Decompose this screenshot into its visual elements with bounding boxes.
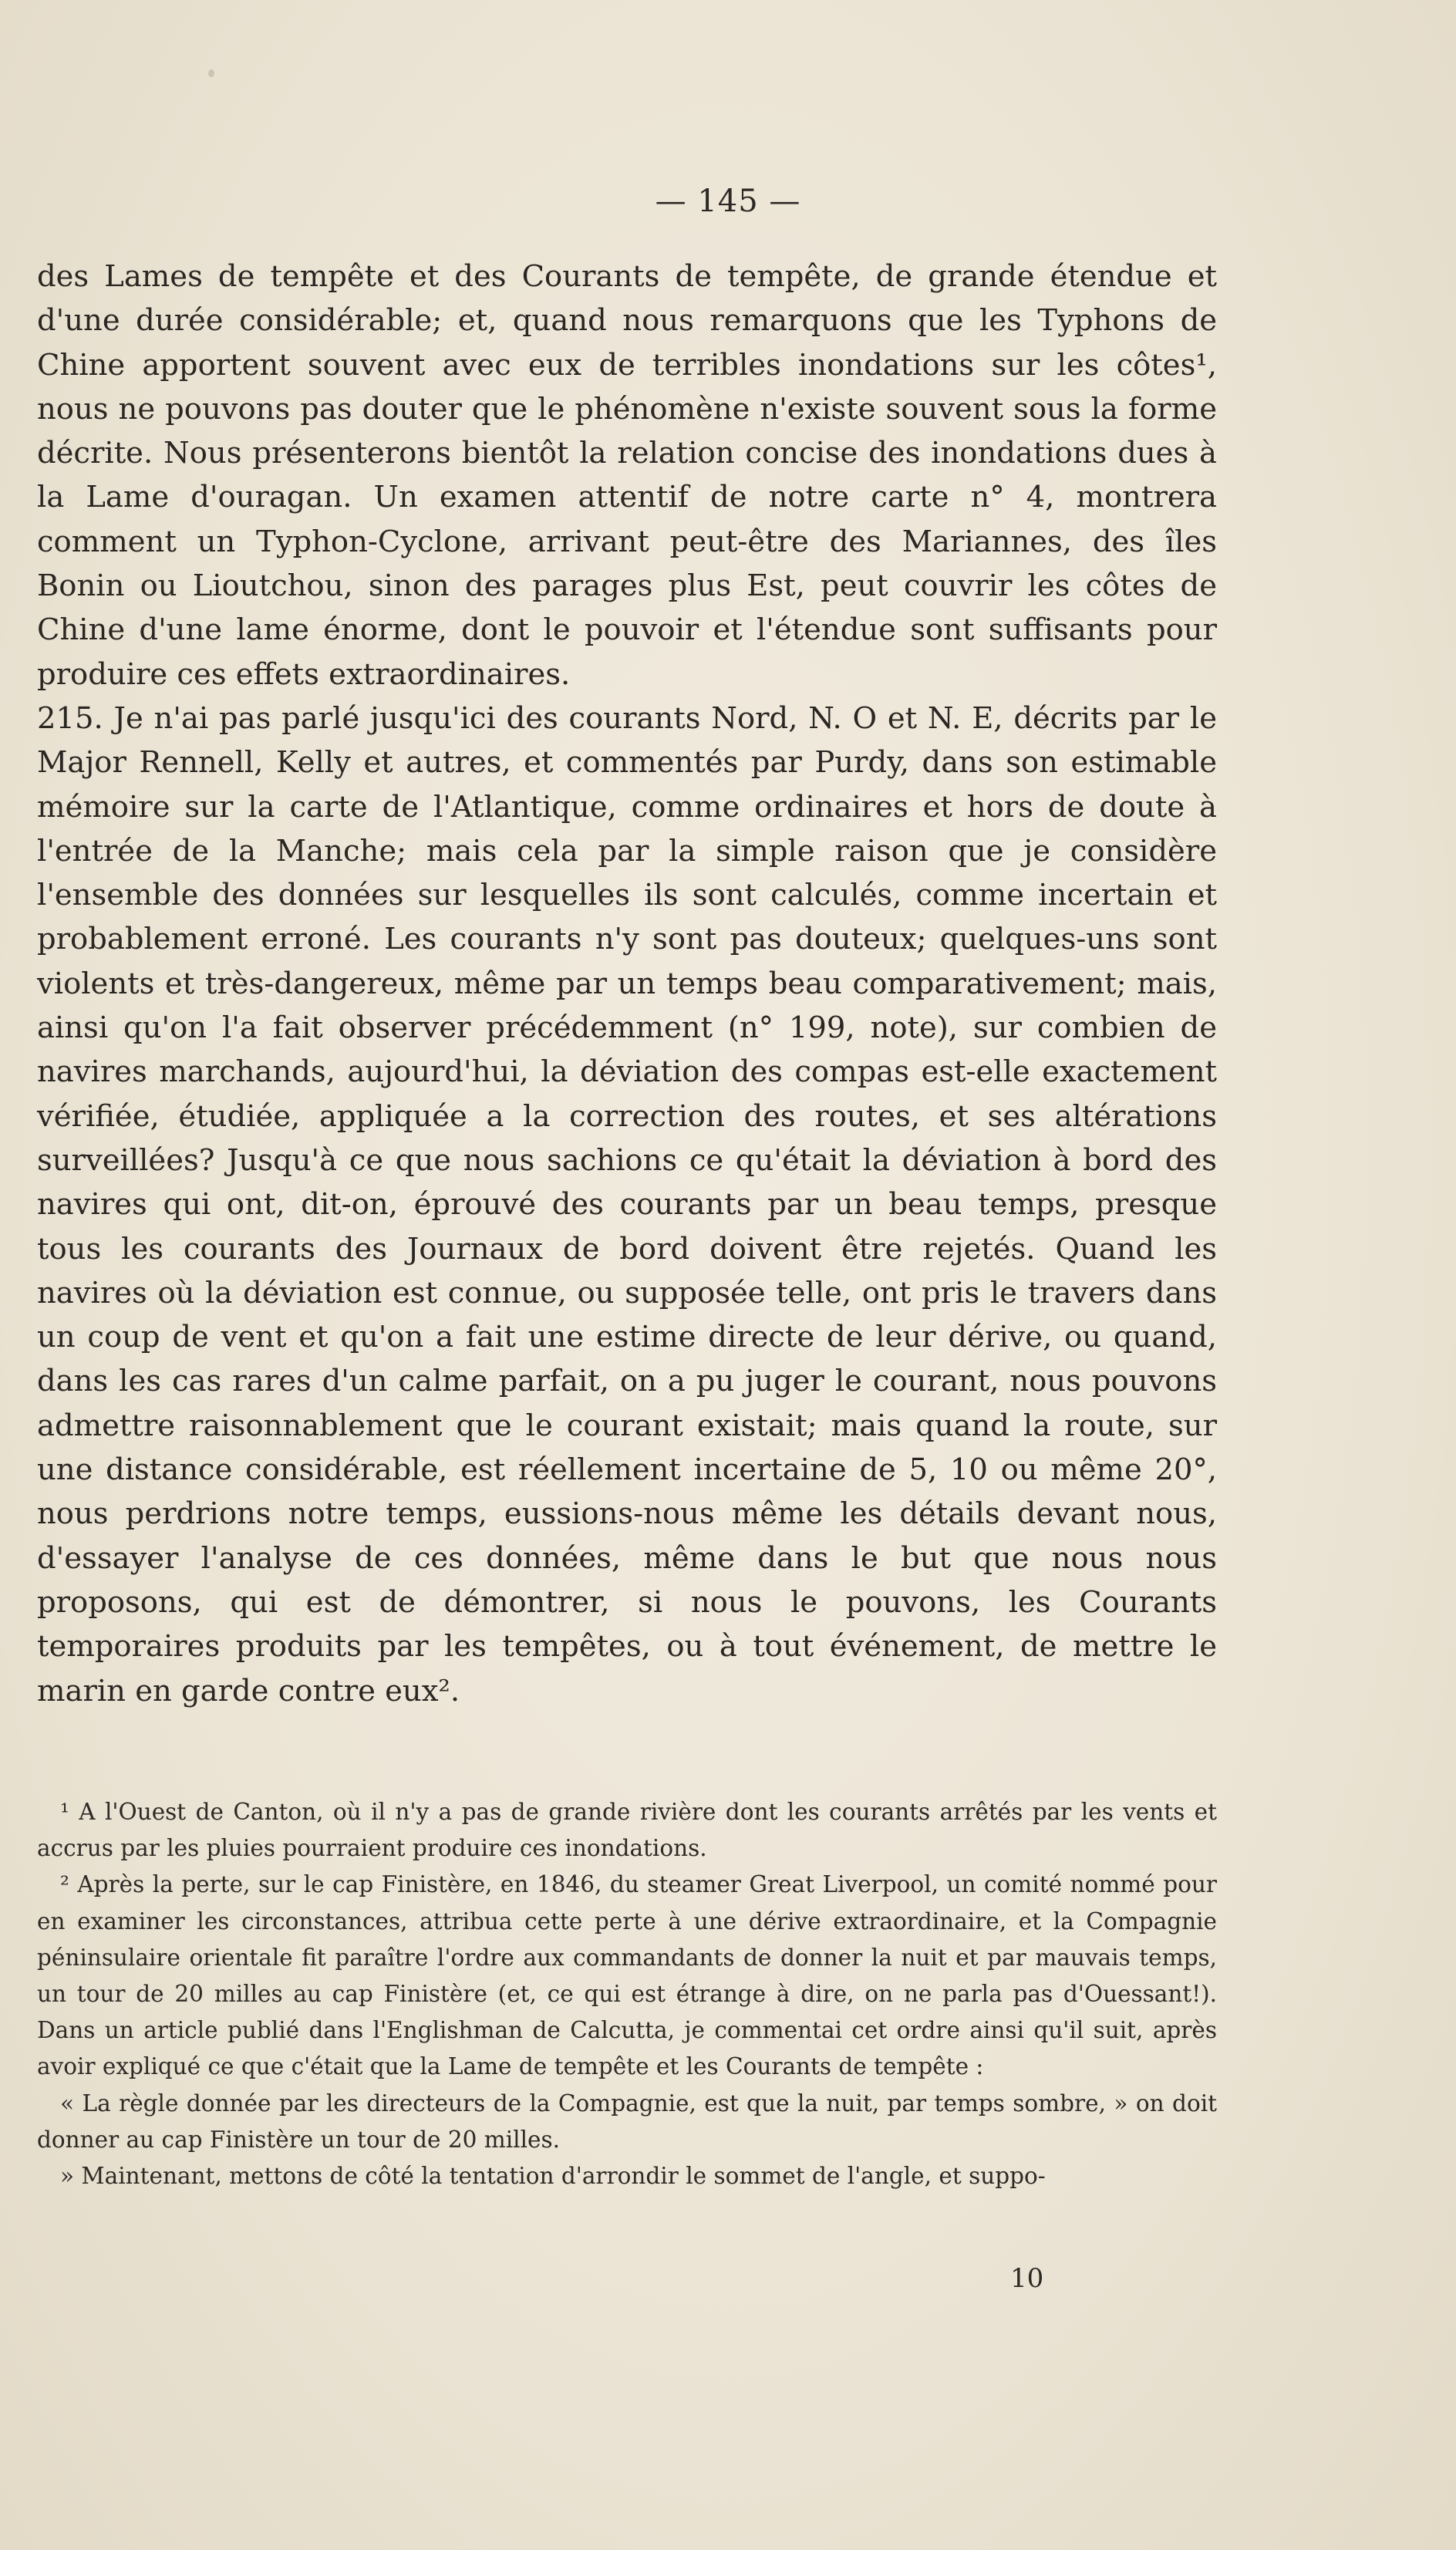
page-number-header: — 145 — <box>655 184 801 219</box>
footnote-2: ² Après la perte, sur le cap Finistère, en 1846, du steamer Great Liverpool, un comité nommé pour en examiner les circonstances, attribua cette perte à une dérive extraordinaire, et la Compagnie péninsulaire orientale fit paraître l'ordre aux commandants de donner la nuit et par mauvais temps, un tour de 20 milles au cap Finistère (et, ce qui est étrange à dire, on ne parla pas d'Ouessant!). Dans un article publié dans l'Englishman de Calcutta, je commentai cet ordre ainsi qu'il suit, après avoir expliqué ce que c'était que la Lame de tempête et les Courants de tempête : <box>37 1871 1217 2080</box>
main-text <box>37 255 1217 1713</box>
signature-mark: 10 <box>1010 2263 1044 2294</box>
footnotes <box>37 1794 1217 2194</box>
page-blemish <box>208 69 214 77</box>
footnote-2-quote-2: » Maintenant, mettons de côté la tentation d'arrondir le sommet de l'angle, et suppo- <box>60 2163 1046 2190</box>
footnote-1: ¹ A l'Ouest de Canton, où il n'y a pas de grande rivière dont les courants arrêtés par les vents et accrus par les pluies pourraient produire ces inondations. <box>37 1799 1217 1862</box>
footnote-2-quote-1: « La règle donnée par les directeurs de la Compagnie, est que la nuit, par temps sombre, » on doit donner au cap Finistère un tour de 20 milles. <box>37 2090 1217 2153</box>
paragraph-continuation: des Lames de tempête et des Courants de tempête, de grande étendue et d'une durée considérable; et, quand nous remarquons que les Typhons de Chine apportent souvent avec eux de terribles inondations sur les côtes¹, nous ne pouvons pas douter que le phénomène n'existe souvent sous la forme décrite. Nous présenterons bientôt la relation concise des inondations dues à la Lame d'ouragan. Un examen attentif de notre carte n° 4, montrera comment un Typhon-Cyclone, arrivant peut-être des Mariannes, des îles Bonin ou Lioutchou, sinon des parages plus Est, peut couvrir les côtes de Chine d'une lame énorme, dont le pouvoir et l'étendue sont suffisants pour produire ces effets extraordinaires. <box>37 259 1217 692</box>
paragraph-215: 215. Je n'ai pas parlé jusqu'ici des courants Nord, N. O et N. E, décrits par le Major Rennell, Kelly et autres, et commentés par Purdy, dans son estimable mémoire sur la carte de l'Atlantique, comme ordinaires et hors de doute à l'entrée de la Manche; mais cela par la simple raison que je considère l'ensemble des données sur lesquelles ils sont calculés, comme incertain et probablement erroné. Les courants n'y sont pas douteux; quelques-uns sont violents et très-dangereux, même par un temps beau comparativement; mais, ainsi qu'on l'a fait observer précédemment (n° 199, note), sur combien de navires marchands, aujourd'hui, la déviation des compas est-elle exactement vérifiée, étudiée, appliquée a la correction des routes, et ses altérations surveillées? Jusqu'à ce que nous sachions ce qu'était la déviation à bord des navires qui ont, dit-on, éprouvé des courants par un beau temps, presque tous les courants des Journaux de bord doivent être rejetés. Quand les navires où la déviation est connue, ou supposée telle, ont pris le travers dans un coup de vent et qu'on a fait une estime directe de leur dérive, ou quand, dans les cas rares d'un calme parfait, on a pu juger le courant, nous pouvons admettre raisonnablement que le courant existait; mais quand la route, sur une distance considérable, est réellement incertaine de 5, 10 ou même 20°, nous perdrions notre temps, eussions-nous même les détails devant nous, d'essayer l'analyse de ces données, même dans le but que nous nous proposons, qui est de démontrer, si nous le pouvons, les Courants temporaires produits par les tempêtes, ou à tout événement, de mettre le marin en garde contre eux². <box>37 700 1217 1708</box>
